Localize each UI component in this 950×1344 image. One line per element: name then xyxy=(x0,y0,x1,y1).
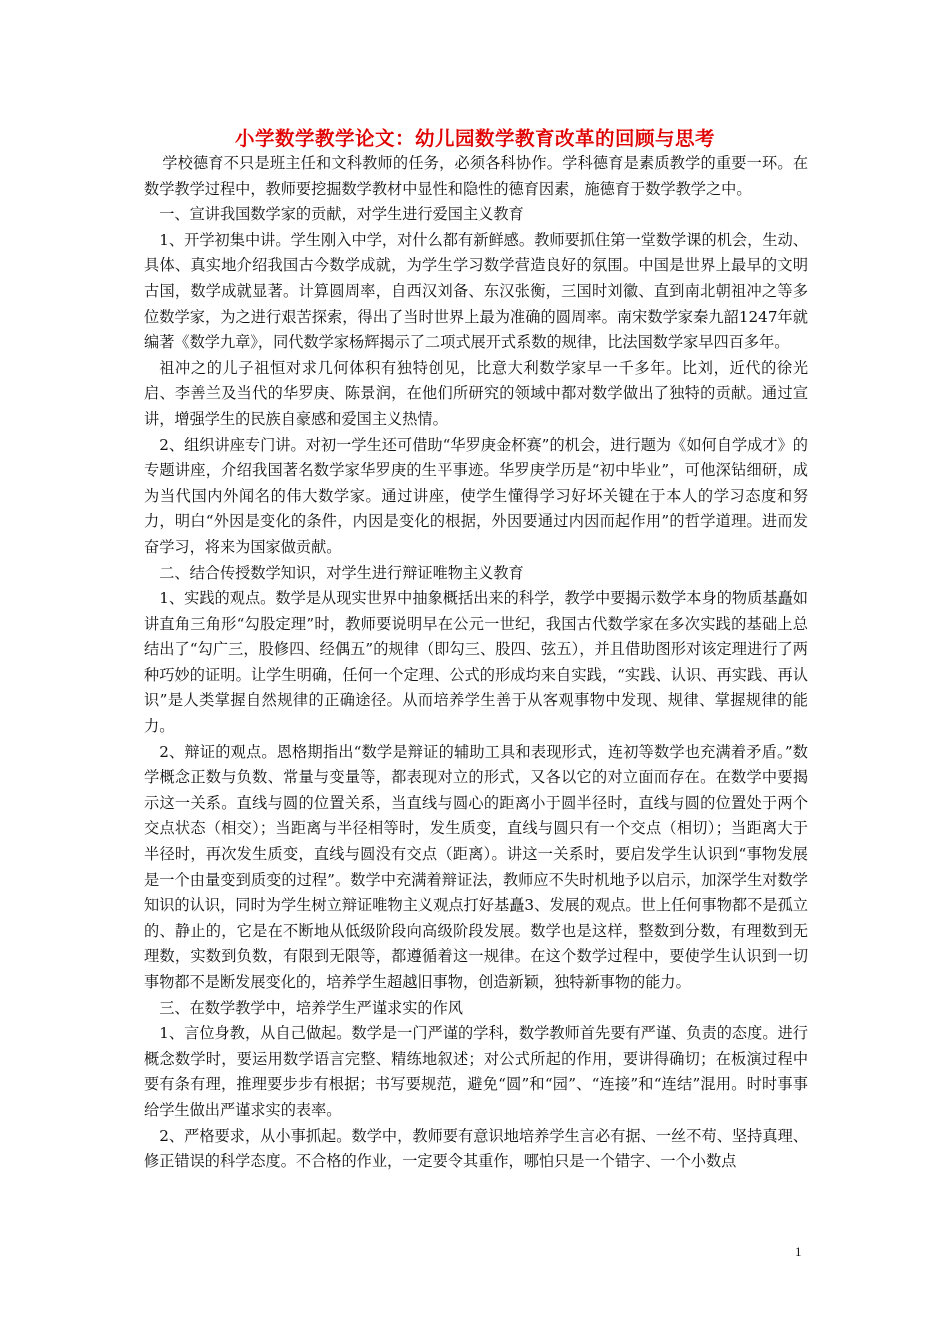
paragraph-2-1: 1、实践的观点。数学是从现实世界中抽象概括出来的科学，教学中要揭示数学本身的物质基矗如讲直角三角形“勾股定理”时，教师要说明早在公元一世纪，我国古代数学家在多次实践的基础上总结出了“勾广三，股修四、经偶五”的规律（即勾三、股四、弦五），并且借助图形对该定理进行了两种巧妙的证明。让学生明确，任何一个定理、公式的形成均来自实践，“实践、认识、再实践、再认识”是人类掌握自然规律的正确途径。从而培养学生善于从客观事物中发现、规律、掌握规律的能力。 xyxy=(144,589,808,736)
paragraph-1-1-continued: 祖冲之的儿子祖恒对求几何体积有独特创见，比意大利数学家早一千多年。比刘，近代的徐光启、李善兰及当代的华罗庚、陈景润，在他们所研究的领域中都对数学做出了独特的贡献。通过宣讲，增强学生的民族自豪感和爱国主义热情。 xyxy=(144,358,808,428)
section-heading-3: 三、在数学教学中，培养学生严谨求实的作风 xyxy=(159,998,463,1017)
document-body xyxy=(144,151,808,1175)
paragraph-2-2: 2、辩证的观点。恩格期指出“数学是辩证的辅助工具和表现形式，连初等数学也充满着矛盾。”数学概念正数与负数、常量与变量等，都表现对立的形式，又各以它的对立面而存在。在数学中要揭示这一关系。直线与圆的位置关系，当直线与圆心的距离小于圆半径时，直线与圆的位置处于两个交点状态（相交）；当距离与半径相等时，发生质变，直线与圆只有一个交点（相切）；当距离大于半径时，再次发生质变，直线与圆没有交点（距离）。讲这一关系时，要启发学生认识到“事物发展是一个由量变到质变的过程”。数学中充满着辩证法，教师应不失时机地予以启示，加深学生对数学知识的认识，同时为学生树立辩证唯物主义观点打好基矗3、发展的观点。世上任何事物都不是孤立的、静止的，它是在不断地从低级阶段向高级阶段发展。数学也是这样，整数到分数，有理数到无理数，实数到负数，有限到无限等，都遵循着这一规律。在这个数学过程中，要使学生认识到一切事物都不是断发展变化的，培养学生超越旧事物，创造新颖，独特新事物的能力。 xyxy=(144,742,808,991)
paragraph-3-2: 2、严格要求，从小事抓起。数学中，教师要有意识地培养学生言必有据、一丝不苟、坚持真理、修正错误的科学态度。不合格的作业，一定要令其重作，哪怕只是一个错字、一个小数点 xyxy=(144,1126,808,1171)
page-number: 1 xyxy=(795,1244,802,1259)
paragraph-intro: 学校德育不只是班主任和文科教师的任务，必须各科协作。学科德育是素质教学的重要一环。在数学教学过程中，教师要挖掘数学教材中显性和隐性的德育因素，施德育于数学教学之中。 xyxy=(144,154,808,198)
document-title: 小学数学教学论文：幼儿园数学教育改革的回顾与思考 xyxy=(234,127,715,150)
paragraph-1-1: 1、开学初集中讲。学生刚入中学，对什么都有新鲜感。教师要抓住第一堂数学课的机会，生动、具体、真实地介绍我国古今数学成就，为学生学习数学营造良好的氛围。中国是世界上最早的文明古国，数学成就显著。计算圆周率，自西汉刘备、东汉张衡，三国时刘徽、直到南北朝祖冲之等多位数学家，为之进行艰苦探索，得出了当时世界上最为准确的圆周率。南宋数学家秦九韶1247年就编著《数学九章》，同代数学家杨辉揭示了二项式展开式系数的规律，比法国数学家早四百多年。 xyxy=(144,230,808,352)
section-heading-1: 一、宣讲我国数学家的贡献，对学生进行爱国主义教育 xyxy=(159,205,524,224)
paragraph-1-2: 2、组织讲座专门讲。对初一学生还可借助“华罗庚金杯赛”的机会，进行题为《如何自学成才》的专题讲座，介绍我国著名数学家华罗庚的生平事迹。华罗庚学历是“初中毕业”，可他深钻细研，成为当代国内外闻名的伟大数学家。通过讲座，使学生懂得学习好坏关键在于本人的学习态度和努力，明白“外因是变化的条件，内因是变化的根据，外因要通过内因而起作用”的哲学道理。进而发奋学习，将来为国家做贡献。 xyxy=(144,435,808,556)
paragraph-3-1: 1、言位身教，从自己做起。数学是一门严谨的学科，数学教师首先要有严谨、负责的态度。进行概念数学时，要运用数学语言完整、精练地叙述；对公式所起的作用，要讲得确切；在板演过程中要有条有理，推理要步步有根据；书写要规范，避免“圆”和“园”、“连接”和“连结”混用。时时事事给学生做出严谨求实的表率。 xyxy=(144,1024,808,1119)
section-heading-2: 二、结合传授数学知识，对学生进行辩证唯物主义教育 xyxy=(159,563,524,582)
